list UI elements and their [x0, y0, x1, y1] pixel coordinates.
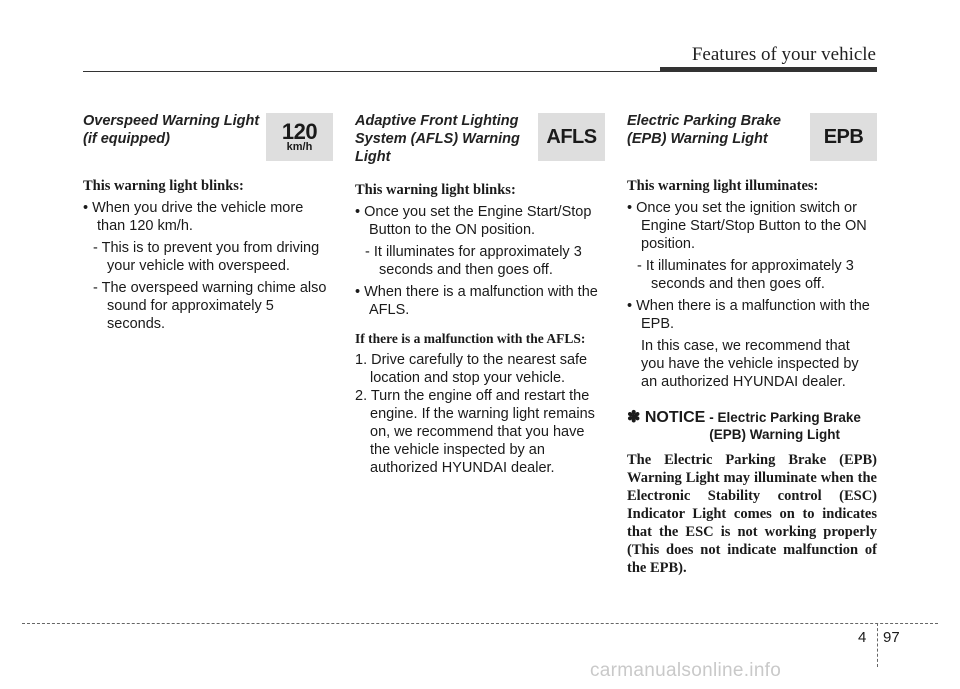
notice-body: The Electric Parking Brake (EPB) Warning Light may illuminate when the Electronic Stability control (ESC) Indicator Light comes on to indicates that the ESC is not working properly (This does not indicate malfunction of the EPB). — [627, 452, 877, 576]
sub-item: - The overspeed warning chime also sound for approximately 5 seconds. — [93, 280, 327, 332]
badge-speed-value: 120 — [281, 118, 318, 144]
sub-item: - It illuminates for approximately 3 seconds and then goes off. — [637, 258, 854, 292]
section-epb-warning — [627, 112, 877, 577]
numbered-step: 1. Drive carefully to the nearest safe location and stop your vehicle. — [355, 352, 588, 386]
notice-label: ✽ NOTICE — [627, 409, 706, 426]
bullet-item: • Once you set the Engine Start/Stop Button to the ON position. — [355, 204, 592, 238]
sub-item: - It illuminates for approximately 3 seconds and then goes off. — [365, 244, 582, 278]
page-number: 97 — [883, 629, 900, 646]
header-rule-accent — [660, 67, 877, 72]
footer-rule — [22, 623, 938, 624]
chapter-number: 4 — [858, 629, 867, 646]
epb-warning-icon — [810, 113, 877, 161]
notice-box — [627, 407, 877, 443]
afls-warning-icon — [538, 113, 605, 161]
section-subheading: This warning light illuminates: — [627, 178, 819, 194]
notice-title: - Electric Parking Brake (EPB) Warning Light — [709, 410, 861, 442]
bullet-item: • When there is a malfunction with the EPB. — [627, 298, 870, 332]
badge-label: EPB — [823, 125, 864, 148]
section-overspeed-warning — [83, 112, 333, 337]
section-title: Overspeed Warning Light (if equipped) — [83, 113, 260, 147]
watermark: carmanualsonline.info — [590, 660, 782, 681]
page-header-title: Features of your vehicle — [691, 44, 876, 65]
section-title: Electric Parking Brake (EPB) Warning Light — [627, 113, 781, 147]
bullet-item: • When there is a malfunction with the AFLS. — [355, 284, 598, 318]
footer-divider — [877, 623, 878, 667]
malfunction-heading: If there is a malfunction with the AFLS: — [355, 331, 586, 346]
section-subheading: This warning light blinks: — [355, 182, 516, 198]
sub-item: - This is to prevent you from driving your vehicle with overspeed. — [93, 240, 320, 274]
badge-label: AFLS — [546, 125, 597, 148]
section-subheading: This warning light blinks: — [83, 178, 244, 194]
section-title: Adaptive Front Lighting System (AFLS) Warning Light — [355, 113, 520, 165]
section-afls-warning — [355, 112, 605, 477]
note-text: In this case, we recommend that you have the vehicle inspected by an authorized HYUNDAI dealer. — [641, 338, 859, 390]
bullet-item: • When you drive the vehicle more than 120 km/h. — [83, 200, 304, 234]
numbered-step: 2. Turn the engine off and restart the engine. If the warning light remains on, we recommend that you have the vehicle inspected by an authorized HYUNDAI dealer. — [355, 388, 595, 476]
overspeed-warning-icon — [266, 113, 333, 161]
bullet-item: • Once you set the ignition switch or Engine Start/Stop Button to the ON position. — [627, 200, 867, 252]
badge-speed-unit: km/h — [286, 140, 313, 153]
